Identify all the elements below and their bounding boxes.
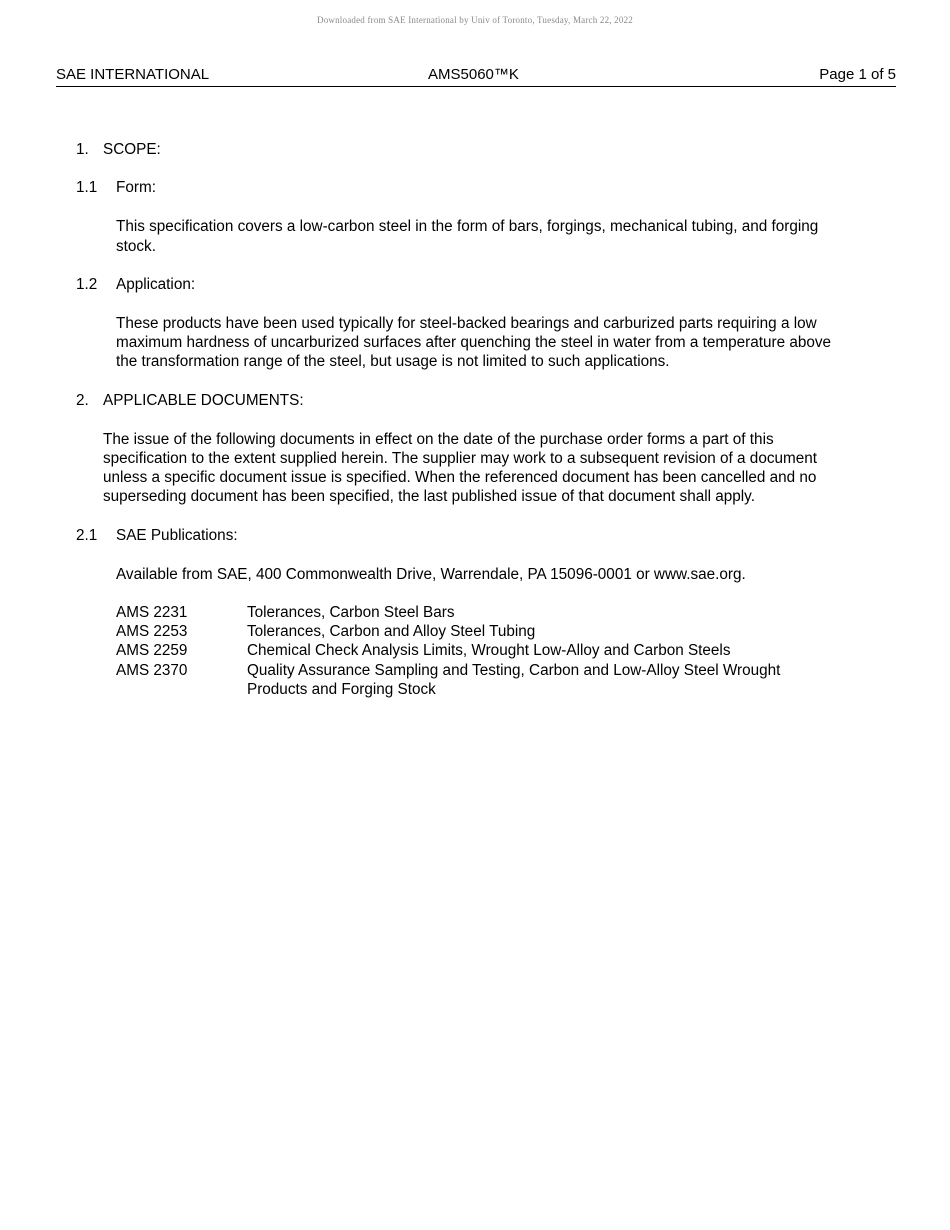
section-number: 2.1	[76, 526, 98, 544]
section-number: 1.2	[76, 275, 98, 293]
section-1-1-body: This specification covers a low-carbon steel in the form of bars, forgings, mechanical tubing, and forging stock.	[116, 218, 819, 255]
reference-item	[116, 603, 836, 622]
reference-title: Tolerances, Carbon and Alloy Steel Tubing	[247, 623, 536, 641]
section-2-body: The issue of the following documents in effect on the date of the purchase order forms a part of this specification to the extent supplied herein. The supplier may work to a subsequent revision of a document unless a specific document issue is specified. When the referenced document has been cancelled and no superseding document has been specified, the last published issue of that document shall apply.	[103, 430, 817, 506]
section-number: 2.	[76, 391, 89, 409]
section-1-2-body: These products have been used typically for steel-backed bearings and carburized parts requiring a low maximum hardness of uncarburized surfaces after quenching the steel in water from a temperature above the transformation range of the steel, but usage is not limited to such applications.	[116, 315, 832, 371]
reference-code: AMS 2231	[116, 604, 188, 622]
section-1-1-heading	[0, 178, 950, 197]
section-title: Form:	[116, 179, 156, 197]
reference-title: Tolerances, Carbon Steel Bars	[247, 604, 455, 622]
section-1-2-heading	[0, 275, 950, 294]
reference-list	[116, 603, 836, 699]
section-title: Application:	[116, 275, 196, 293]
header-page-number: Page 1 of 5	[819, 66, 896, 83]
download-watermark: Downloaded from SAE International by Univ of Toronto, Tuesday, March 22, 2022	[317, 15, 633, 25]
section-title: SAE Publications:	[116, 526, 238, 544]
header-organization: SAE INTERNATIONAL	[56, 66, 210, 83]
page-header	[56, 66, 896, 87]
reference-title: Chemical Check Analysis Limits, Wrought Low-Alloy and Carbon Steels	[247, 642, 731, 660]
section-1-heading	[0, 140, 950, 159]
reference-title: Quality Assurance Sampling and Testing, Carbon and Low-Alloy Steel Wrought Products and Forging Stock	[247, 661, 781, 698]
section-2-1-heading	[0, 526, 950, 545]
section-2-heading	[0, 391, 950, 410]
reference-item	[116, 641, 836, 660]
section-number: 1.	[76, 141, 89, 158]
reference-code: AMS 2370	[116, 661, 188, 679]
reference-item	[116, 622, 836, 641]
section-2-1-body: Available from SAE, 400 Commonwealth Drive, Warrendale, PA 15096-0001 or www.sae.org.	[116, 565, 746, 583]
section-title: SCOPE:	[103, 141, 161, 158]
document-body	[0, 140, 950, 699]
reference-code: AMS 2253	[116, 623, 188, 641]
reference-code: AMS 2259	[116, 642, 188, 660]
section-title: APPLICABLE DOCUMENTS:	[103, 391, 304, 409]
reference-item	[116, 661, 836, 699]
header-document-id: AMS5060™K	[428, 66, 519, 83]
section-number: 1.1	[76, 179, 98, 197]
